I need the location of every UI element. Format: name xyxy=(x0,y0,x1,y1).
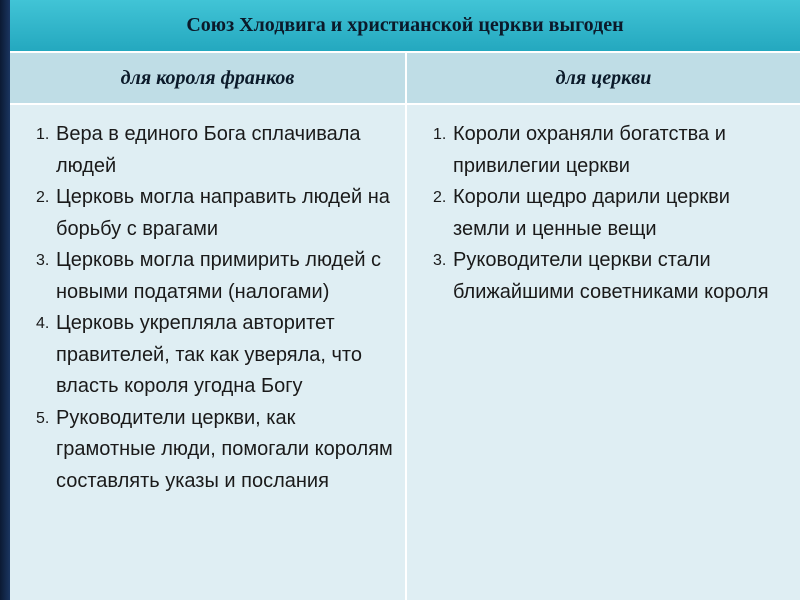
item-number: 5. xyxy=(36,409,50,427)
slide-left-edge xyxy=(0,0,10,600)
church-benefits-cell xyxy=(407,105,800,600)
item-text: Церковь могла примирить людей с новыми податями (налогами) xyxy=(56,249,382,303)
list-item xyxy=(36,119,395,182)
list-item xyxy=(433,245,790,308)
item-number: 4. xyxy=(36,315,50,332)
item-number: 2. xyxy=(433,189,447,206)
list-item xyxy=(36,308,395,403)
list-item xyxy=(433,119,790,182)
king-benefits-cell xyxy=(10,105,407,600)
item-text: Церковь могла направить людей на борьбу с врагами xyxy=(56,186,390,240)
column-header-king: для короля франков xyxy=(10,53,407,105)
column-header-church: для церкви xyxy=(407,53,800,105)
item-number: 3. xyxy=(433,252,447,269)
item-number: 2. xyxy=(36,189,50,206)
item-number: 1. xyxy=(433,126,447,143)
item-number: 3. xyxy=(36,252,50,269)
table-title: Союз Хлодвига и христианской церкви выгоден xyxy=(10,0,800,53)
king-benefits-list xyxy=(36,119,395,497)
church-benefits-list xyxy=(433,119,790,308)
item-text: Церковь укрепляла авторитет правителей, так как уверяла, что власть короля угодна Богу xyxy=(56,312,362,397)
comparison-table xyxy=(10,0,800,600)
item-text: Руководители церкви стали ближайшими советниками короля xyxy=(453,249,769,303)
item-text: Короли щедро дарили церкви земли и ценные вещи xyxy=(453,186,730,240)
item-number: 1. xyxy=(36,126,50,143)
item-text: Короли охраняли богатства и привилегии церкви xyxy=(453,123,726,177)
list-item xyxy=(36,245,395,308)
item-text: Вера в единого Бога сплачивала людей xyxy=(56,123,361,177)
list-item xyxy=(433,182,790,245)
item-text: Руководители церкви, как грамотные люди, помогали королям составлять указы и послания xyxy=(56,406,393,492)
list-item xyxy=(36,182,395,245)
list-item xyxy=(36,403,395,498)
